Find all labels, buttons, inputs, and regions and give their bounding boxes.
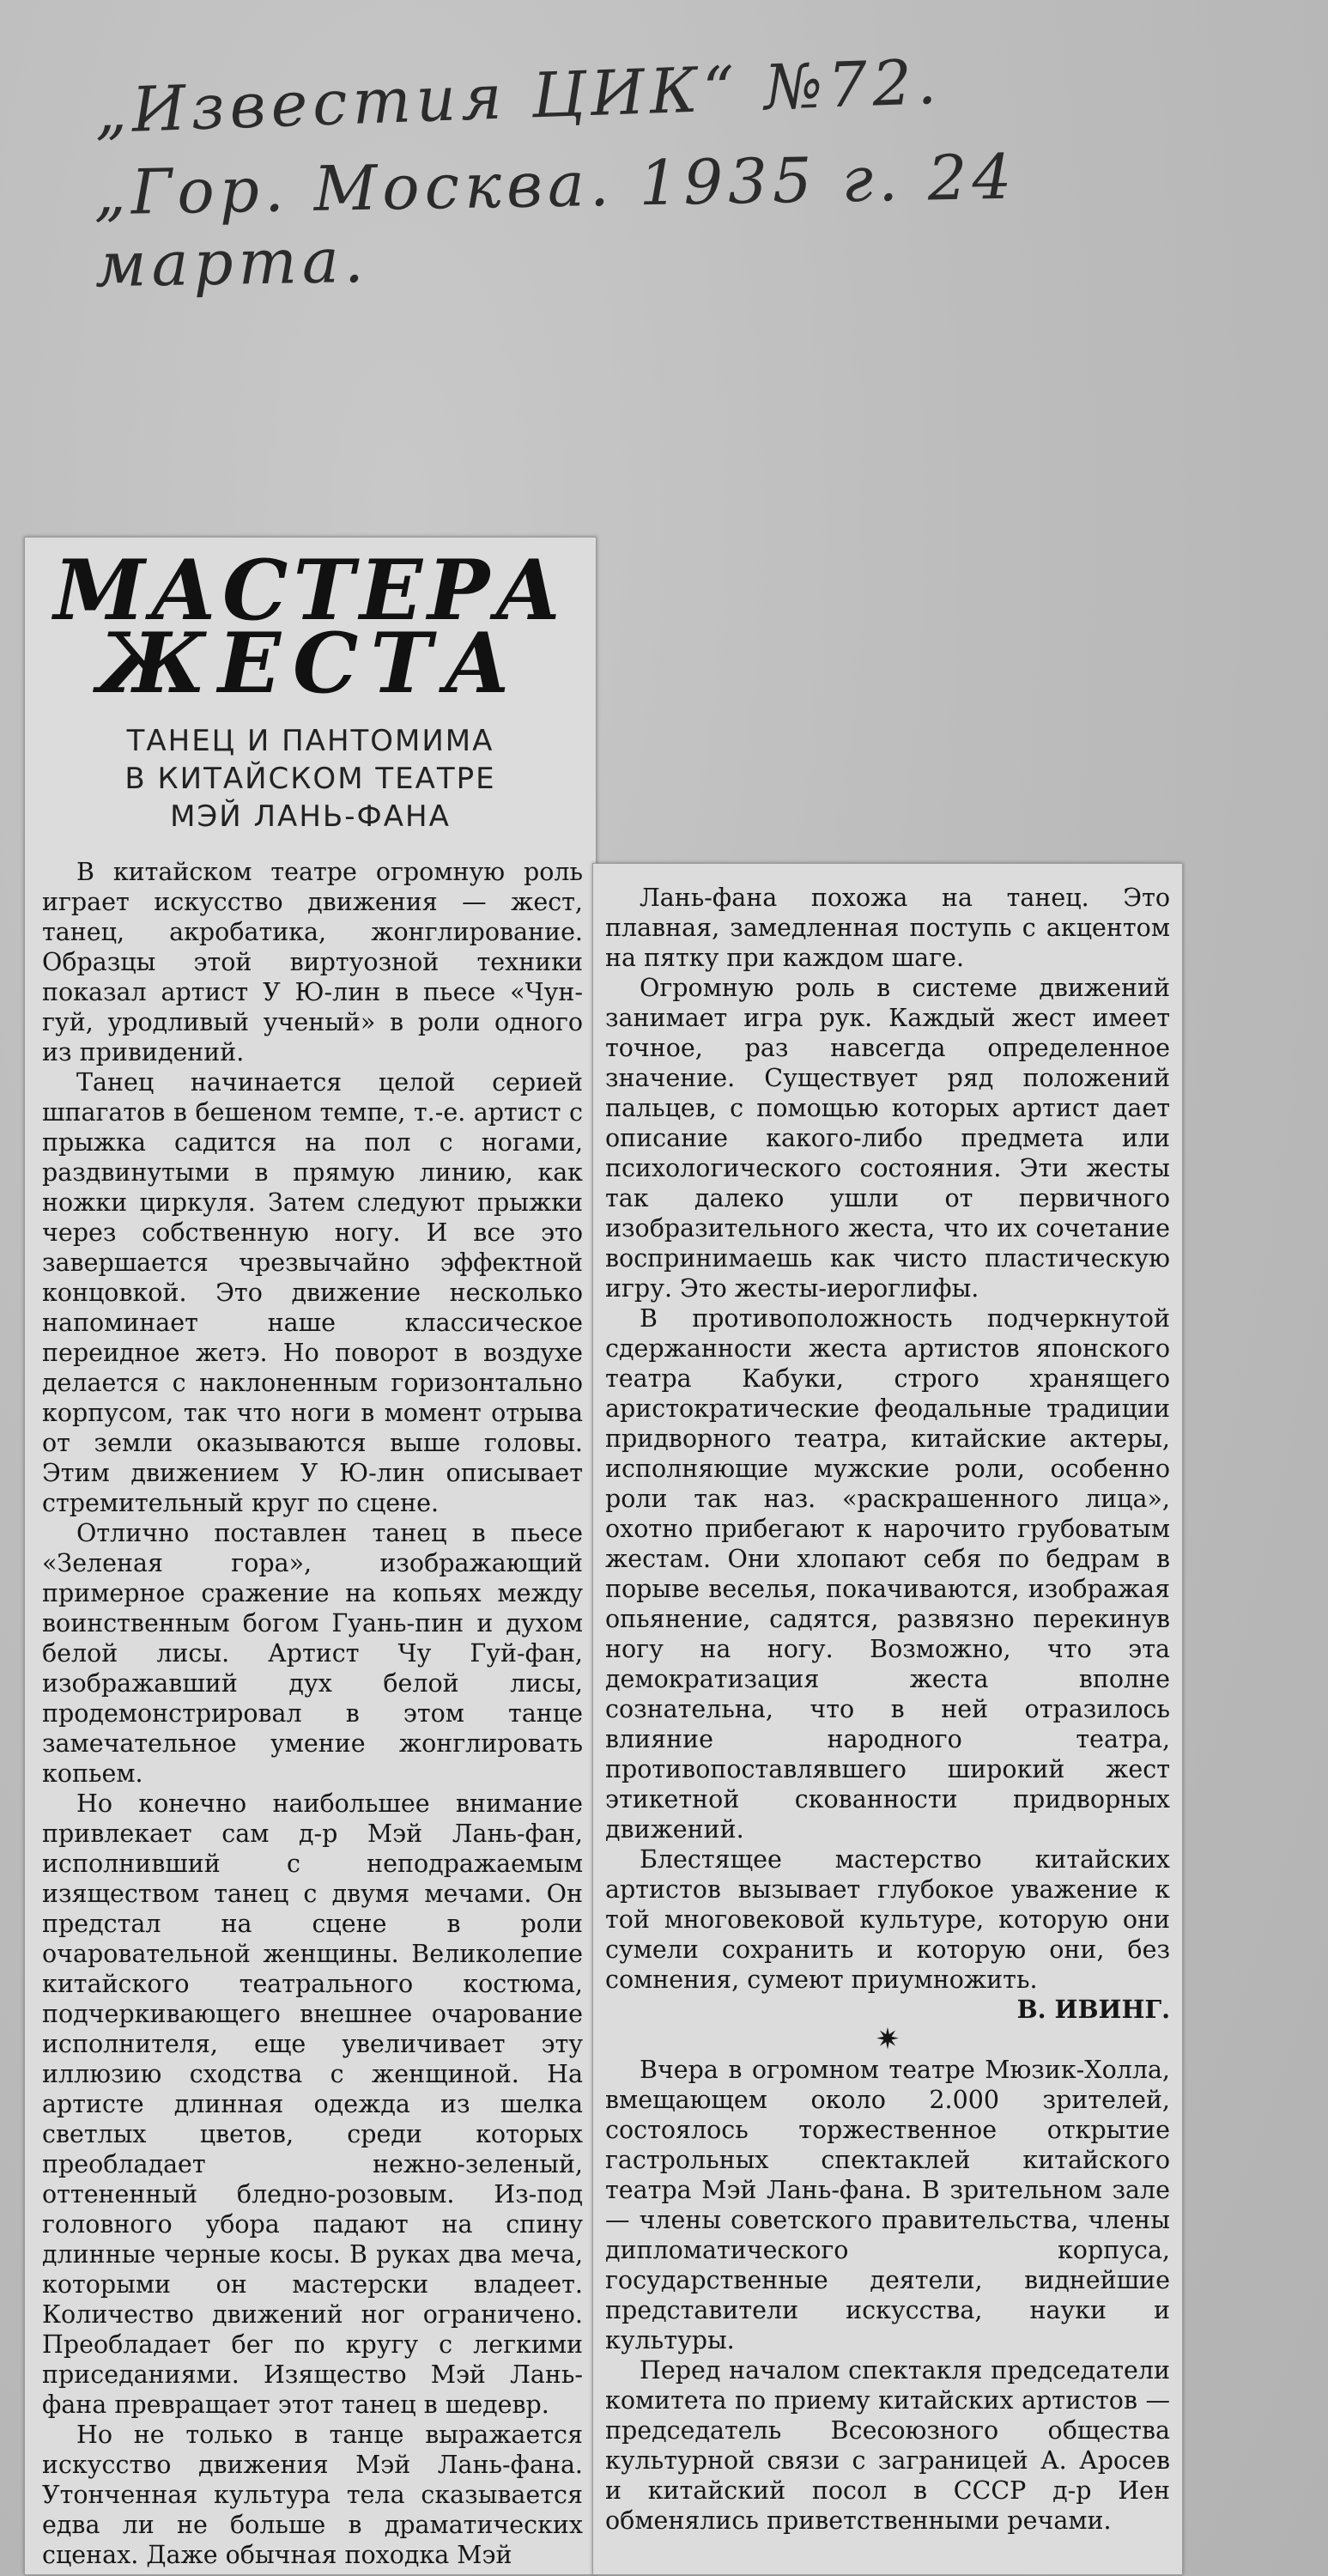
news-paragraph: Вчера в огромном театре Мюзик-Холла, вмещающем около 2.000 зрителей, состоялось торжественное открытие гастрольных спектаклей китайского театра Мэй Лань-фана. В зрительном зале — члены советского правительства, члены дипломатического корпуса, государственные деятели, виднейшие представители искусства, науки и культуры.: [605, 2056, 1170, 2354]
right-column-text: [605, 883, 1170, 2566]
handwritten-date-line: „Гор. Москва. 1935 г. 24 марта.: [93, 140, 1018, 301]
separator-star-icon: ✷: [875, 2022, 900, 2057]
left-column-text: [42, 857, 583, 2570]
paragraph: В китайском театре огромную роль играет искусство движения — жест, танец, акробатика, жонглирование. Образцы этой виртуозной техники показал артист У Ю-лин в пьесе «Чун-гуй, уродливый ученый» в роли одного из привидений.: [42, 858, 583, 1066]
author-signature: В. ИВИНГ.: [1016, 1995, 1170, 2024]
article-title-line2: ЖЕСТА: [97, 615, 524, 712]
article-subtitle-line2: В КИТАЙСКОМ ТЕАТРЕ: [124, 762, 496, 796]
handwritten-source-line: „Известия ЦИК“ №72.: [93, 45, 943, 148]
clipping-left-column: [24, 537, 597, 2575]
article-subtitle-line1: ТАНЕЦ И ПАНТОМИМА: [126, 724, 494, 758]
article-subtitle-line3: МЭЙ ЛАНЬ-ФАНА: [170, 799, 451, 834]
article-title-line1: МАСТЕРА: [53, 542, 567, 639]
clipping-right-column: [592, 863, 1183, 2575]
paragraph: Огромную роль в системе движений занимает игра рук. Каждый жест имеет точное, раз навсегда определенное значение. Существует ряд положений пальцев, с помощью которых артист дает описание какого-либо предмета или психологического состояния. Эти жесты так далеко ушли от первичного изобразительного жеста, что их сочетание воспринимаешь как чисто пластическую игру. Это жесты-иероглифы.: [605, 974, 1170, 1303]
paragraph: Блестящее мастерство китайских артистов вызывает глубокое уважение к той многовековой культуре, которую они сумели сохранить и которую они, без сомнения, сумеют приумножить.: [605, 1845, 1170, 1994]
paragraph: Но конечно наибольшее внимание привлекает сам д-р Мэй Лань-фан, исполнивший с неподражаемым изяществом танец с двумя мечами. Он предстал на сцене в роли очаровательной женщины. Великолепие китайского театрального костюма, подчеркивающего внешнее очарование исполнителя, еще увеличивает эту иллюзию сходства с женщиной. На артисте длинная одежда из шелка светлых цветов, среди которых преобладает нежно-зеленый, оттененный бледно-розовым. Из-под головного убора падают на спину длинные черные косы. В руках два меча, которыми он мастерски владеет. Количество движений ног ограничено. Преобладает бег по кругу с легкими приседаниями. Изящество Мэй Лань-фана превращает этот танец в шедевр.: [42, 1789, 583, 2419]
paragraph: Лань-фана похожа на танец. Это плавная, замедленная поступь с акцентом на пятку при каждом шаге.: [605, 884, 1170, 972]
news-paragraph: Перед началом спектакля председатели комитета по приему китайских артистов — председатель Всесоюзного общества культурной связи с заграницей А. Аросев и китайский посол в СССР д-р Иен обменялись приветственными речами.: [605, 2356, 1170, 2535]
paragraph: В противоположность подчеркнутой сдержанности жеста артистов японского театра Кабуки, строго хранящего аристократические феодальные традиции придворного театра, китайские актеры, исполняющие мужские роли, особенно роли так наз. «раскрашенного лица», охотно прибегают к нарочито грубоватым жестам. Они хлопают себя по бедрам в порыве веселья, покачиваются, изображая опьянение, садятся, развязно перекинув ногу на ногу. Возможно, что эта демократизация жеста вполне сознательна, что в ней отразилось влияние народного театра, противопоставлявшего широкий жест этикетной скованности придворных движений.: [605, 1304, 1170, 1844]
paragraph: Танец начинается целой серией шпагатов в бешеном темпе, т.-е. артист с прыжка садится на пол с ногами, раздвинутыми в прямую линию, как ножки циркуля. Затем следуют прыжки через собственную ногу. И все это завершается чрезвычайно эффектной концовкой. Это движение несколько напоминает наше классическое переидное жетэ. Но поворот в воздухе делается с наклоненным горизонтально корпусом, так что ноги в момент отрыва от земли оказываются выше головы. Этим движением У Ю-лин описывает стремительный круг по сцене.: [42, 1068, 583, 1517]
paragraph: Но не только в танце выражается искусство движения Мэй Лань-фана. Утонченная культура тела сказывается едва ли не больше в драматических сценах. Даже обычная походка Мэй: [42, 2421, 583, 2569]
paragraph: Отлично поставлен танец в пьесе «Зеленая гора», изображающий примерное сражение на копьях между воинственным богом Гуань-пин и духом белой лисы. Артист Чу Гуй-фан, изображавший дух белой лисы, продемонстрировал в этом танце замечательное умение жонглировать копьем.: [42, 1519, 583, 1788]
